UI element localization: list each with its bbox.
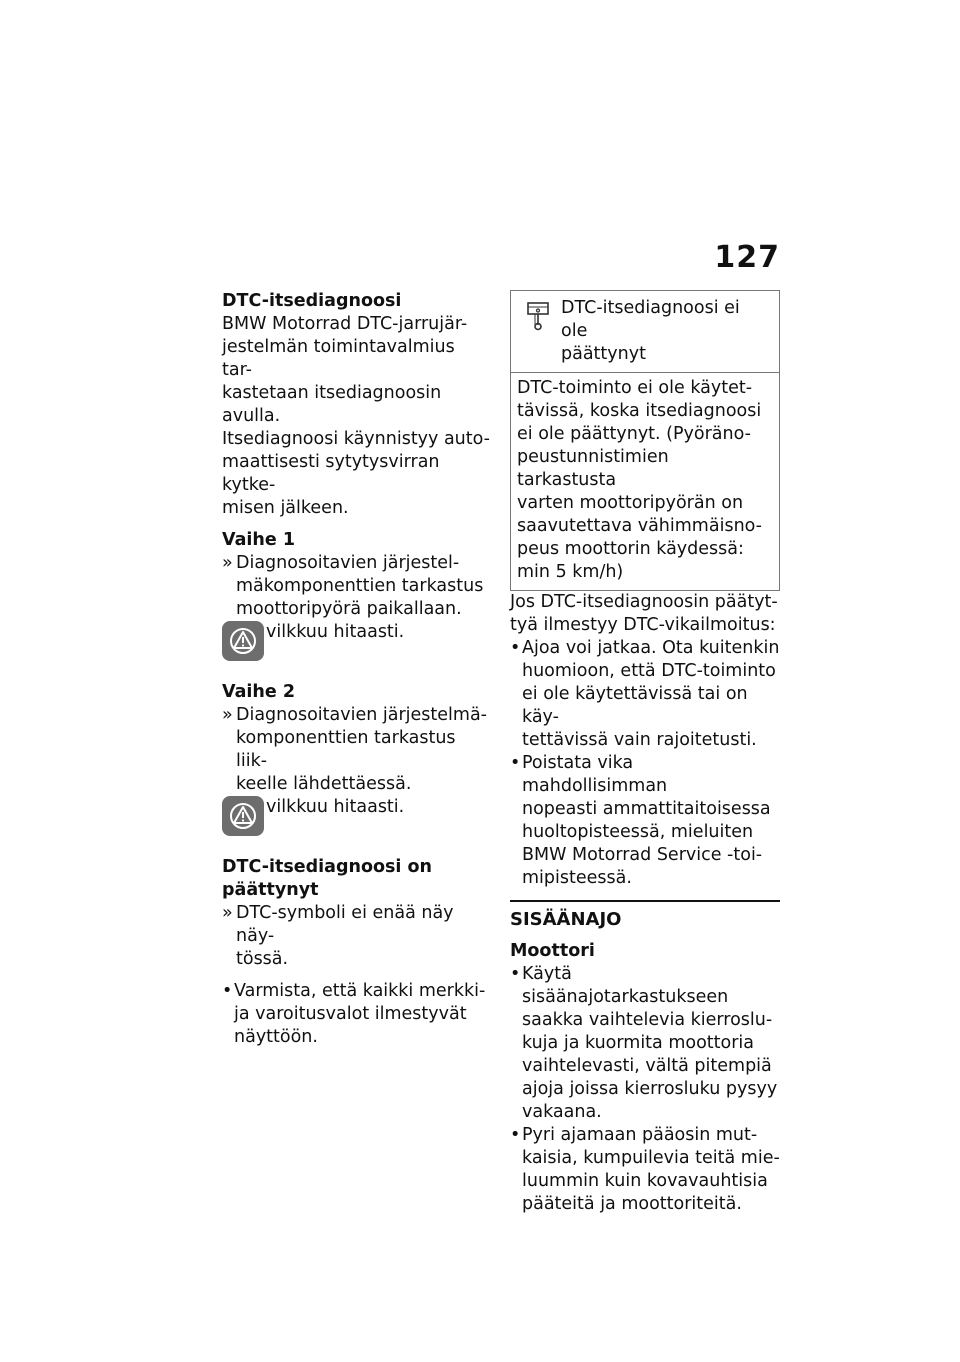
- text-line: tävissä, koska itsediagnoosi: [517, 401, 762, 421]
- subheading-engine: Moottori: [510, 941, 595, 961]
- step2-title: Vaihe 2: [222, 682, 295, 702]
- text-line: DTC-toiminto ei ole käytet-: [517, 378, 753, 398]
- bullet-marker: •: [510, 753, 521, 773]
- intro-paragraph: [222, 313, 490, 520]
- text-line: vakaana.: [522, 1102, 602, 1122]
- notice-header: [511, 291, 779, 373]
- notice-body: [511, 373, 779, 590]
- bullet-winding-roads: [510, 1124, 780, 1216]
- page-number: 127: [714, 240, 780, 275]
- text-line: Itsediagnoosi käynnistyy auto-: [222, 429, 490, 449]
- text-line: BMW Motorrad Service -toi-: [522, 845, 763, 865]
- text-line: kastetaan itsediagnoosin avulla.: [222, 383, 442, 426]
- fault-paragraph: [510, 591, 780, 637]
- text-line: mäkomponenttien tarkastus: [236, 576, 484, 596]
- step3-instruction: [222, 902, 490, 971]
- text-line: nopeasti ammattitaitoisessa: [522, 799, 771, 819]
- indicator-text: vilkkuu hitaasti.: [266, 622, 405, 642]
- step1-title: Vaihe 1: [222, 530, 295, 550]
- text-line: Ajoa voi jatkaa. Ota kuitenkin: [522, 638, 780, 658]
- text-line: min 5 km/h): [517, 562, 624, 582]
- bullet-marker: •: [510, 964, 521, 984]
- text-line: tettävissä vain rajoitetusti.: [522, 730, 757, 750]
- text-line: pääteitä ja moottoriteitä.: [522, 1194, 742, 1214]
- text-line: saavutettava vähimmäisno-: [517, 516, 762, 536]
- bullet-marker: •: [222, 981, 233, 1001]
- text-line: ja varoitusvalot ilmestyvät: [234, 1004, 467, 1024]
- right-column: [510, 290, 780, 1216]
- text-line: huomioon, että DTC-toiminto: [522, 661, 776, 681]
- text-line: luummin kuin kovavauhtisia: [522, 1171, 768, 1191]
- text-line: Varmista, että kaikki merkki-: [234, 981, 486, 1001]
- text-line: jestelmän toimintavalmius tar-: [222, 337, 455, 380]
- abs-warning-triangle-icon: [222, 796, 264, 836]
- step-marker: »: [222, 553, 233, 573]
- text-line: DTC-symboli ei enää näy näy-: [236, 903, 454, 946]
- abs-warning-triangle-icon: [222, 621, 264, 661]
- step-marker: »: [222, 903, 233, 923]
- text-line: Jos DTC-itsediagnoosin päätyt-: [510, 592, 778, 612]
- text-line: moottoripyörä paikallaan.: [236, 599, 462, 619]
- text-line: vaihtelevasti, vältä pitempiä: [522, 1056, 772, 1076]
- text-line: Diagnosoitavien järjestelmä-: [236, 705, 487, 725]
- bullet-vary-rpm: [510, 963, 780, 1124]
- text-line: Diagnosoitavien järjestel-: [236, 553, 460, 573]
- text-line: ei ole päättynyt. (Pyöräno-: [517, 424, 751, 444]
- text-line: ei ole käytettävissä tai on käy-: [522, 684, 748, 727]
- bullet-marker: •: [510, 638, 521, 658]
- text-line: ajoja joissa kierrosluku pysyy: [522, 1079, 778, 1099]
- step1-instruction: [222, 552, 490, 621]
- bullet-repair-fault: [510, 752, 780, 890]
- bullet-marker: •: [510, 1125, 521, 1145]
- heading-dtc-self-diagnosis: DTC-itsediagnoosi: [222, 291, 402, 311]
- text-line: näyttöön.: [234, 1027, 318, 1047]
- text-line: saakka vaihtelevia kierroslu-: [522, 1010, 773, 1030]
- text-line: Poistata vika mahdollisimman: [522, 753, 668, 796]
- text-line: peustunnistimien tarkastusta: [517, 447, 669, 490]
- text-line: varten moottoripyörän on: [517, 493, 744, 513]
- text-line: tössä.: [236, 949, 289, 969]
- notice-title-line: DTC-itsediagnoosi ei ole: [561, 298, 740, 341]
- text-line: kaisia, kumpuilevia teitä mie-: [522, 1148, 780, 1168]
- step2-indicator: [222, 796, 490, 842]
- text-line: kuja ja kuormita moottoria: [522, 1033, 754, 1053]
- text-line: komponenttien tarkastus liik-: [236, 728, 456, 771]
- bullet-check-lights: [222, 980, 490, 1049]
- text-line: BMW Motorrad DTC-jarrujär-: [222, 314, 468, 334]
- left-column: [222, 290, 490, 1049]
- engine-piston-icon: [525, 301, 551, 331]
- text-line: mipisteessä.: [522, 868, 632, 888]
- text-line: misen jälkeen.: [222, 498, 349, 518]
- notice-title-line: päättynyt: [561, 344, 646, 364]
- indicator-text: vilkkuu hitaasti.: [266, 797, 405, 817]
- text-line: huoltopisteessä, mieluiten: [522, 822, 754, 842]
- text-line: peus moottorin käydessä:: [517, 539, 744, 559]
- text-line: maattisesti sytytysvirran kytke-: [222, 452, 440, 495]
- step2-instruction: [222, 704, 490, 796]
- heading-dtc-complete: [222, 856, 490, 902]
- text-line: tyä ilmestyy DTC-vikailmoitus:: [510, 615, 776, 635]
- text-line: DTC-itsediagnoosi on: [222, 857, 432, 877]
- text-line: päättynyt: [222, 880, 319, 900]
- bullet-continue-riding: [510, 637, 780, 752]
- text-line: keelle lähdettäessä.: [236, 774, 412, 794]
- step-marker: »: [222, 705, 233, 725]
- text-line: Käytä sisäänajotarkastukseen: [522, 964, 729, 1007]
- text-line: Pyri ajamaan pääosin mut-: [522, 1125, 758, 1145]
- section-title-running-in: SISÄÄNAJO: [510, 900, 780, 931]
- step1-indicator: [222, 621, 490, 667]
- notice-box: [510, 290, 780, 591]
